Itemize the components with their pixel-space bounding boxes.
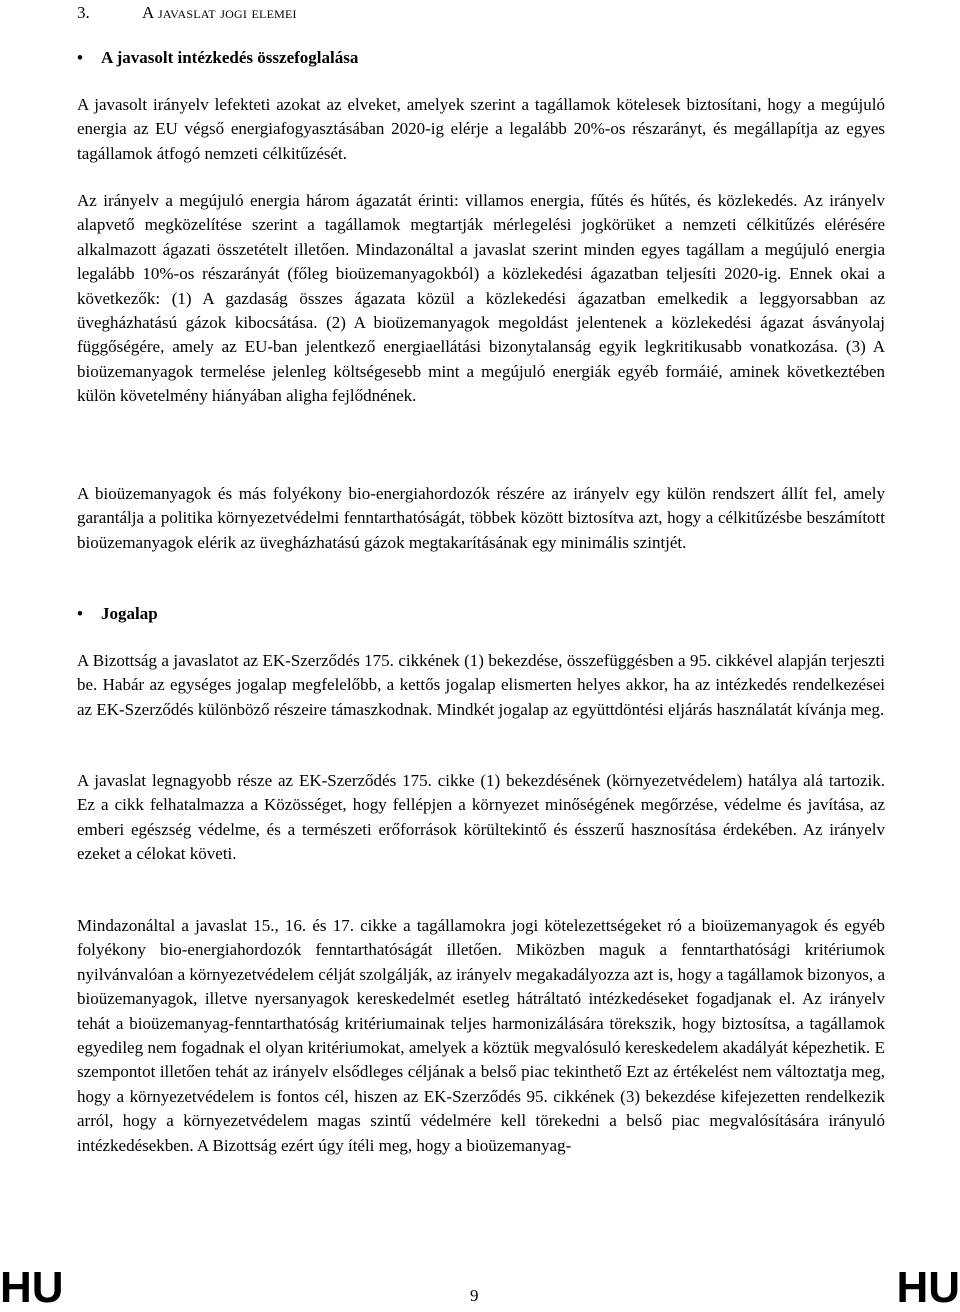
section-number: 3. bbox=[77, 3, 90, 22]
bullet-icon: • bbox=[77, 48, 83, 67]
summary-paragraph-2: Az irányelv a megújuló energia három ágazatát érinti: villamos energia, fűtés és hűtés, és közlekedés. Az irányelv alapvető megközelítése szerint a tagállamok megtartják mérlegelési jogkörüket a nemzeti célkitűzés elérésére alkalmazott ágazati összetételt illetően. Mindazonáltal a javaslat szerint minden egyes tagállam a megújuló energia legalább 10%-os részarányát (főleg bioüzemanyagokból) a közlekedési ágazatban teljesíti 2020-ig. Ennek okai a következők: (1) A gazdaság összes ágazata közül a közlekedési ágazatban emelkedik a leggyorsabban az üvegházhatású gázok kibocsátása. (2) A bioüzemanyagok megoldást jelentenek a közlekedési ágazat ásványolaj függőségére, amely az EU-ban jelentkező energiaellátási bizonytalanság egyik legkritikusabb vonatkozása. (3) A bioüzemanyagok termelése jelenleg költségesebb mint a megújuló energiák egyéb formáié, aminek következtében külön követelmény hiányában aligha fejlődnének. bbox=[77, 191, 885, 406]
bullet-icon: • bbox=[77, 604, 83, 623]
footer-language-left: HU bbox=[0, 1263, 64, 1312]
summary-heading-label: A javasolt intézkedés összefoglalása bbox=[101, 48, 359, 67]
page-number: 9 bbox=[470, 1286, 479, 1305]
summary-paragraph-1: A javasolt irányelv lefekteti azokat az elveket, amelyek szerint a tagállamok kötelesek biztosítani, hogy a megújuló energia az EU végső energiafogyasztásában 2020-ig elérje a legalább 20%-os részarányt, és megállapítja az egyes tagállamok átfogó nemzeti célkitűzését. bbox=[77, 95, 885, 163]
footer-language-right: HU bbox=[896, 1263, 960, 1312]
legal-basis-paragraph-1: A Bizottság a javaslatot az EK-Szerződés 175. cikkének (1) bekezdése, összefüggésben a 95. cikkével alapján terjeszti be. Habár az egységes jogalap megfelelőbb, a kettős jogalap elismerten helyes akkor, ha az intézkedés rendelkezései az EK-Szerződés különböző részeire támaszkodnak. Mindkét jogalap az együttdöntési eljárás használatát kívánja meg. bbox=[77, 651, 885, 719]
summary-paragraph-3: A bioüzemanyagok és más folyékony bio-energiahordozók részére az irányelv egy külön rendszert állít fel, amely garantálja a politika környezetvédelmi fenntarthatóságát, többek között biztosítva azt, hogy a célkitűzésbe beszámított bioüzemanyagok elérik az üvegházhatású gázok megtakarításának egy minimális szintjét. bbox=[77, 484, 885, 552]
section-title: A javaslat jogi elemei bbox=[142, 3, 297, 22]
legal-basis-heading-label: Jogalap bbox=[101, 604, 158, 623]
legal-basis-paragraph-3: Mindazonáltal a javaslat 15., 16. és 17. cikke a tagállamokra jogi kötelezettségeket ró a bioüzemanyagok és egyéb folyékony bio-energiahordozók fenntarthatóságát illetően. Miközben maguk a fenntarthatósági kritériumok nyilvánvalóan a környezetvédelem célját szolgálják, az irányelv megakadályozza azt is, hogy a tagállamok bizonyos, a bioüzemanyagok, illetve nyersanyagok kereskedelmét esetleg hátráltató intézkedéseket fogadjanak el. Az irányelv tehát a bioüzemanyag-fenntarthatóság kritériumainak teljes harmonizálására törekszik, hogy biztosítsa, a tagállamok egyedileg nem fogadnak el olyan kritériumokat, amelyek a köztük megvalósuló kereskedelem akadályát képezhetik. E szempontot illetően tehát az irányelv elsődleges céljának a belső piac tekinthető Ezt az értékelést nem változtatja meg, hogy a környezetvédelem is fontos cél, hiszen az EK-Szerződés 95. cikkének (3) bekezdése kifejezetten rendelkezik arról, hogy a környezetvédelem magas szintű védelmére kell törekedni a belső piac megvalósítására irányuló intézkedésekben. A Bizottság ezért úgy ítéli meg, hogy a bioüzemanyag- bbox=[77, 916, 885, 1155]
legal-basis-paragraph-2: A javaslat legnagyobb része az EK-Szerződés 175. cikke (1) bekezdésének (környezetvédelem) hatálya alá tartozik. Ez a cikk felhatalmazza a Közösséget, hogy fellépjen a környezet minőségének megőrzése, védelme és javítása, az emberi egészség védelme, és a természeti erőforrások körültekintő és ésszerű hasznosítása érdekében. Az irányelv ezeket a célokat követi. bbox=[77, 771, 885, 864]
